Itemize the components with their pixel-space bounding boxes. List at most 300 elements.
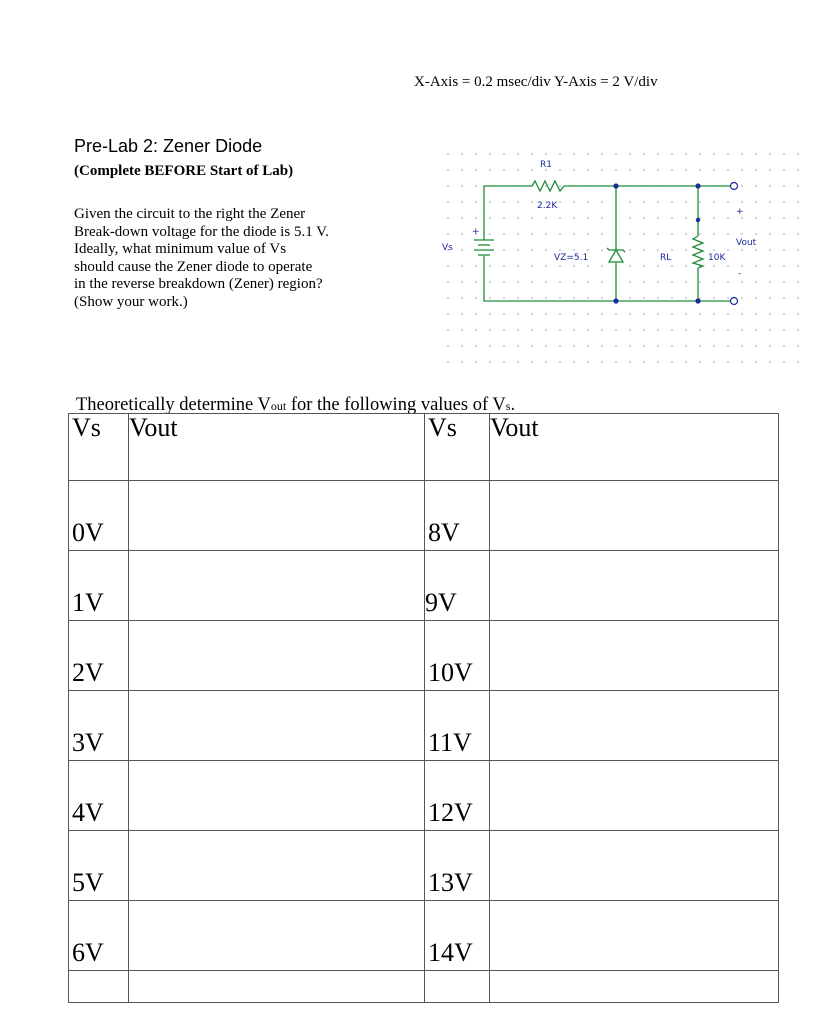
- grid-dot: [447, 233, 449, 235]
- grid-dot: [769, 185, 771, 187]
- grid-dot: [657, 169, 659, 171]
- grid-dot: [797, 297, 799, 299]
- grid-dot: [643, 361, 645, 363]
- grid-dot: [797, 249, 799, 251]
- grid-dot: [629, 153, 631, 155]
- grid-dot: [769, 201, 771, 203]
- grid-dot: [629, 169, 631, 171]
- grid-dot: [517, 265, 519, 267]
- grid-dot: [657, 153, 659, 155]
- rl-value-label: 10K: [708, 253, 726, 263]
- grid-dot: [783, 361, 785, 363]
- grid-dot: [755, 233, 757, 235]
- grid-dot: [755, 281, 757, 283]
- grid-dot: [461, 201, 463, 203]
- grid-dot: [783, 153, 785, 155]
- question-line: in the reverse breakdown (Zener) region?: [74, 276, 323, 292]
- grid-dot: [741, 249, 743, 251]
- grid-dot: [713, 329, 715, 331]
- grid-dot: [741, 265, 743, 267]
- grid-dot: [671, 281, 673, 283]
- grid-dot: [755, 313, 757, 315]
- grid-dot: [587, 329, 589, 331]
- grid-dot: [475, 265, 477, 267]
- grid-dot: [545, 361, 547, 363]
- grid-dot: [727, 297, 729, 299]
- grid-dot: [685, 201, 687, 203]
- grid-dot: [755, 169, 757, 171]
- grid-dot: [573, 249, 575, 251]
- theo-sub-s: s: [505, 399, 511, 413]
- grid-dot: [741, 201, 743, 203]
- vout-table: [68, 413, 779, 1003]
- grid-dot: [741, 233, 743, 235]
- grid-dot: [601, 345, 603, 347]
- grid-dot: [545, 281, 547, 283]
- table-row: [69, 901, 779, 971]
- grid-dot: [503, 233, 505, 235]
- grid-dot: [657, 297, 659, 299]
- grid-dot: [447, 281, 449, 283]
- theo-sub-out: out: [270, 399, 287, 413]
- zener-voltage-label: VZ=5.1: [554, 253, 589, 263]
- header-vs-left: Vs: [69, 414, 129, 481]
- source-label: Vs: [442, 243, 453, 253]
- vout-left-input-cell[interactable]: [129, 831, 425, 901]
- grid-dot: [783, 345, 785, 347]
- grid-dot: [601, 201, 603, 203]
- vout-left-input-cell[interactable]: [129, 691, 425, 761]
- grid-dot: [517, 345, 519, 347]
- grid-dot: [727, 265, 729, 267]
- grid-dot: [685, 345, 687, 347]
- grid-dot: [643, 297, 645, 299]
- grid-dot: [447, 329, 449, 331]
- grid-dot: [755, 329, 757, 331]
- grid-dot: [461, 281, 463, 283]
- grid-dot: [559, 201, 561, 203]
- grid-dot: [699, 169, 701, 171]
- question-line: Given the circuit to the right the Zener: [74, 206, 306, 222]
- grid-dot: [517, 361, 519, 363]
- grid-dot: [727, 153, 729, 155]
- table-row: [69, 971, 779, 1003]
- empty-cell[interactable]: [425, 971, 490, 1003]
- junction-node: [613, 183, 618, 188]
- grid-dot: [587, 297, 589, 299]
- grid-dot: [461, 265, 463, 267]
- grid-dot: [699, 345, 701, 347]
- grid-dot: [629, 281, 631, 283]
- vs-left-cell: 0V: [69, 481, 129, 551]
- vout-plus-sign: +: [736, 207, 744, 217]
- grid-dot: [755, 361, 757, 363]
- table-row: [69, 831, 779, 901]
- table-row: [69, 481, 779, 551]
- grid-dot: [475, 169, 477, 171]
- grid-dot: [797, 185, 799, 187]
- grid-dot: [643, 265, 645, 267]
- grid-dot: [657, 281, 659, 283]
- grid-dot: [615, 329, 617, 331]
- grid-dot: [769, 329, 771, 331]
- grid-dot: [671, 169, 673, 171]
- grid-dot: [447, 201, 449, 203]
- grid-dot: [517, 281, 519, 283]
- grid-dot: [475, 313, 477, 315]
- grid-dot: [657, 249, 659, 251]
- grid-dot: [573, 233, 575, 235]
- grid-dot: [699, 281, 701, 283]
- grid-dot: [559, 249, 561, 251]
- grid-dot: [517, 201, 519, 203]
- vout-left-input-cell[interactable]: [129, 761, 425, 831]
- grid-dot: [559, 345, 561, 347]
- grid-dot: [503, 153, 505, 155]
- grid-dot: [489, 281, 491, 283]
- grid-dot: [783, 185, 785, 187]
- grid-dot: [713, 361, 715, 363]
- grid-dot: [685, 313, 687, 315]
- grid-dot: [559, 185, 561, 187]
- grid-dot: [769, 169, 771, 171]
- grid-dot: [741, 313, 743, 315]
- grid-dot: [475, 361, 477, 363]
- grid-dot: [685, 265, 687, 267]
- grid-dot: [643, 217, 645, 219]
- voltage-source: [474, 240, 494, 255]
- vout-right-input-cell[interactable]: [490, 621, 779, 691]
- grid-dot: [475, 297, 477, 299]
- junction-node: [695, 298, 700, 303]
- grid-dot: [559, 281, 561, 283]
- grid-dot: [559, 361, 561, 363]
- grid-dot: [713, 313, 715, 315]
- grid-dot: [461, 297, 463, 299]
- output-terminal-top: [731, 183, 738, 190]
- grid-dot: [769, 217, 771, 219]
- grid-dot: [671, 233, 673, 235]
- prelab-subtitle: (Complete BEFORE Start of Lab): [74, 163, 294, 179]
- grid-dot: [461, 361, 463, 363]
- grid-dot: [685, 217, 687, 219]
- table-header-row: [69, 414, 779, 481]
- vs-right-cell: 9V: [425, 551, 490, 621]
- grid-dot: [783, 297, 785, 299]
- vs-left-cell: 6V: [69, 901, 129, 971]
- wire-bottom-left: [484, 274, 730, 301]
- grid-dot: [741, 361, 743, 363]
- grid-dot: [587, 281, 589, 283]
- table-row: [69, 761, 779, 831]
- grid-dot: [489, 313, 491, 315]
- grid-dot: [629, 249, 631, 251]
- vout-left-input-cell[interactable]: [129, 621, 425, 691]
- grid-dot: [643, 249, 645, 251]
- grid-dot: [769, 281, 771, 283]
- vout-right-input-cell[interactable]: [490, 481, 779, 551]
- empty-cell[interactable]: [490, 971, 779, 1003]
- vout-left-input-cell[interactable]: [129, 901, 425, 971]
- grid-dot: [573, 217, 575, 219]
- grid-dot: [503, 281, 505, 283]
- grid-dot: [671, 153, 673, 155]
- grid-dot: [489, 297, 491, 299]
- grid-dot: [531, 345, 533, 347]
- grid-dot: [615, 153, 617, 155]
- rl-name-label: RL: [660, 253, 672, 263]
- vout-right-input-cell[interactable]: [490, 691, 779, 761]
- grid-dot: [727, 217, 729, 219]
- grid-dot: [503, 345, 505, 347]
- grid-dot: [447, 345, 449, 347]
- empty-cell[interactable]: [129, 971, 425, 1003]
- question-line: should cause the Zener diode to operate: [74, 258, 313, 275]
- grid-dot: [769, 153, 771, 155]
- grid-dot: [545, 233, 547, 235]
- grid-dot: [517, 249, 519, 251]
- grid-dot: [769, 249, 771, 251]
- grid-dot: [601, 169, 603, 171]
- grid-dot: [727, 361, 729, 363]
- grid-dot: [447, 185, 449, 187]
- grid-dot: [699, 329, 701, 331]
- grid-dot: [503, 329, 505, 331]
- grid-dot: [573, 329, 575, 331]
- grid-dot: [657, 233, 659, 235]
- vout-minus-sign: -: [738, 269, 742, 279]
- grid-dot: [797, 329, 799, 331]
- grid-dot: [503, 169, 505, 171]
- grid-dot: [545, 297, 547, 299]
- grid-dot: [573, 297, 575, 299]
- grid-dot: [657, 345, 659, 347]
- grid-dot: [727, 329, 729, 331]
- grid-dot: [741, 345, 743, 347]
- theo-text-prefix: Theoretically determine V: [76, 395, 271, 415]
- grid-dot: [573, 313, 575, 315]
- grid-dot: [685, 153, 687, 155]
- grid-dot: [531, 153, 533, 155]
- grid-dot: [713, 201, 715, 203]
- vout-left-input-cell[interactable]: [129, 481, 425, 551]
- grid-dot: [587, 313, 589, 315]
- grid-dot: [671, 361, 673, 363]
- grid-dot: [741, 169, 743, 171]
- grid-dot: [671, 313, 673, 315]
- grid-dot: [685, 297, 687, 299]
- vout-label: Vout: [736, 238, 757, 248]
- circuit-wires: [484, 186, 730, 301]
- table-row: [69, 621, 779, 691]
- grid-dot: [587, 249, 589, 251]
- schematic-grid: [447, 153, 799, 363]
- grid-dot: [783, 249, 785, 251]
- grid-dot: [629, 265, 631, 267]
- grid-dot: [741, 297, 743, 299]
- grid-dot: [755, 201, 757, 203]
- question-line: Break-down voltage for the diode is 5.1 V.: [74, 223, 329, 240]
- grid-dot: [629, 297, 631, 299]
- grid-dot: [699, 201, 701, 203]
- grid-dot: [755, 297, 757, 299]
- grid-dot: [615, 345, 617, 347]
- grid-dot: [531, 169, 533, 171]
- grid-dot: [783, 217, 785, 219]
- grid-dot: [755, 217, 757, 219]
- grid-dot: [643, 345, 645, 347]
- grid-dot: [713, 297, 715, 299]
- grid-dot: [503, 297, 505, 299]
- grid-dot: [727, 281, 729, 283]
- grid-dot: [657, 217, 659, 219]
- grid-dot: [755, 185, 757, 187]
- grid-dot: [643, 169, 645, 171]
- grid-dot: [797, 313, 799, 315]
- grid-dot: [531, 233, 533, 235]
- prelab-question: [74, 206, 404, 311]
- vout-right-input-cell[interactable]: [490, 551, 779, 621]
- grid-dot: [643, 153, 645, 155]
- grid-dot: [461, 217, 463, 219]
- grid-dot: [559, 153, 561, 155]
- vout-right-input-cell[interactable]: [490, 761, 779, 831]
- grid-dot: [615, 313, 617, 315]
- grid-dot: [545, 265, 547, 267]
- grid-dot: [475, 281, 477, 283]
- junction-node: [696, 218, 700, 222]
- grid-dot: [629, 217, 631, 219]
- grid-dot: [517, 217, 519, 219]
- grid-dot: [783, 201, 785, 203]
- grid-dot: [475, 185, 477, 187]
- grid-dot: [573, 169, 575, 171]
- grid-dot: [461, 169, 463, 171]
- grid-dot: [797, 169, 799, 171]
- zener-diode: [607, 248, 625, 262]
- vs-left-cell: 2V: [69, 621, 129, 691]
- grid-dot: [573, 153, 575, 155]
- grid-dot: [769, 297, 771, 299]
- grid-dot: [601, 313, 603, 315]
- grid-dot: [559, 329, 561, 331]
- grid-dot: [769, 313, 771, 315]
- grid-dot: [475, 329, 477, 331]
- grid-dot: [545, 153, 547, 155]
- grid-dot: [671, 201, 673, 203]
- grid-dot: [489, 217, 491, 219]
- grid-dot: [489, 329, 491, 331]
- grid-dot: [699, 313, 701, 315]
- vout-right-input-cell[interactable]: [490, 901, 779, 971]
- grid-dot: [769, 233, 771, 235]
- grid-dot: [461, 313, 463, 315]
- grid-dot: [657, 329, 659, 331]
- grid-dot: [643, 281, 645, 283]
- grid-dot: [685, 281, 687, 283]
- grid-dot: [489, 169, 491, 171]
- grid-dot: [475, 345, 477, 347]
- grid-dot: [685, 169, 687, 171]
- grid-dot: [503, 201, 505, 203]
- question-line: Ideally, what minimum value of Vs: [74, 241, 287, 257]
- grid-dot: [601, 153, 603, 155]
- grid-dot: [713, 345, 715, 347]
- grid-dot: [531, 217, 533, 219]
- grid-dot: [713, 233, 715, 235]
- grid-dot: [797, 265, 799, 267]
- grid-dot: [517, 297, 519, 299]
- grid-dot: [461, 345, 463, 347]
- grid-dot: [601, 265, 603, 267]
- grid-dot: [727, 313, 729, 315]
- grid-dot: [797, 281, 799, 283]
- grid-dot: [517, 313, 519, 315]
- vout-left-input-cell[interactable]: [129, 551, 425, 621]
- grid-dot: [643, 313, 645, 315]
- header-vout-left: Vout: [129, 414, 425, 481]
- grid-dot: [657, 201, 659, 203]
- grid-dot: [769, 265, 771, 267]
- grid-dot: [503, 249, 505, 251]
- grid-dot: [489, 265, 491, 267]
- grid-dot: [489, 201, 491, 203]
- grid-dot: [643, 329, 645, 331]
- vs-right-cell: 12V: [425, 761, 490, 831]
- grid-dot: [755, 265, 757, 267]
- grid-dot: [657, 313, 659, 315]
- grid-dot: [573, 361, 575, 363]
- grid-dot: [601, 233, 603, 235]
- grid-dot: [573, 201, 575, 203]
- grid-dot: [531, 265, 533, 267]
- grid-dot: [699, 297, 701, 299]
- grid-dot: [531, 281, 533, 283]
- grid-dot: [601, 297, 603, 299]
- grid-dot: [447, 217, 449, 219]
- grid-dot: [615, 361, 617, 363]
- grid-dot: [447, 265, 449, 267]
- grid-dot: [643, 233, 645, 235]
- wire-top-left: [484, 186, 532, 222]
- grid-dot: [671, 217, 673, 219]
- grid-dot: [601, 217, 603, 219]
- vs-right-cell: 11V: [425, 691, 490, 761]
- grid-dot: [741, 185, 743, 187]
- grid-dot: [713, 249, 715, 251]
- source-plus-sign: +: [472, 227, 480, 237]
- grid-dot: [587, 217, 589, 219]
- grid-dot: [629, 313, 631, 315]
- vout-right-input-cell[interactable]: [490, 831, 779, 901]
- grid-dot: [685, 361, 687, 363]
- grid-dot: [783, 281, 785, 283]
- grid-dot: [629, 345, 631, 347]
- empty-cell[interactable]: [69, 971, 129, 1003]
- grid-dot: [517, 153, 519, 155]
- grid-dot: [503, 265, 505, 267]
- grid-dot: [741, 329, 743, 331]
- grid-dot: [461, 249, 463, 251]
- grid-dot: [713, 153, 715, 155]
- grid-dot: [755, 345, 757, 347]
- grid-dot: [559, 233, 561, 235]
- grid-dot: [587, 233, 589, 235]
- grid-dot: [587, 361, 589, 363]
- grid-dot: [671, 297, 673, 299]
- grid-dot: [727, 201, 729, 203]
- grid-dot: [783, 233, 785, 235]
